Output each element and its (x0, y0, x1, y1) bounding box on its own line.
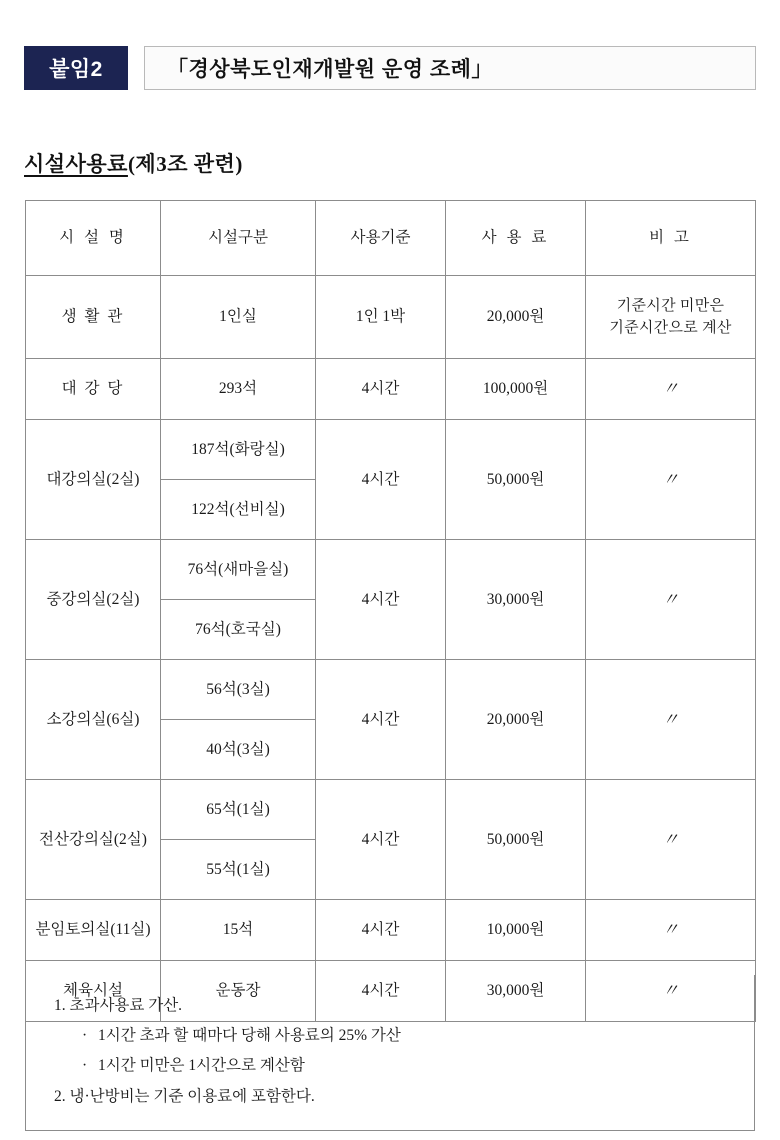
cell-facility-type: 65석(1실) (161, 780, 316, 840)
cell-usage-standard: 4시간 (316, 420, 446, 540)
bullet-icon: · (82, 1057, 88, 1075)
cell-facility-type: 293석 (161, 359, 316, 420)
bullet-icon: · (82, 1027, 88, 1045)
header-remarks: 비 고 (586, 201, 756, 276)
facility-fee-table (25, 200, 756, 1022)
footnote-line-4: 2. 냉·난방비는 기준 이용료에 포함한다. (54, 1087, 315, 1105)
cell-usage-standard: 4시간 (316, 900, 446, 961)
cell-facility-name: 대강의실(2실) (26, 420, 161, 540)
subtitle-rest: (제3조 관련) (127, 152, 243, 176)
cell-fee: 30,000원 (446, 961, 586, 1022)
cell-remarks: 기준시간 미만은 기준시간으로 계산 (586, 276, 756, 359)
cell-usage-standard: 4시간 (316, 540, 446, 660)
footnote-line-1: 1. 초과사용료 가산. (54, 997, 183, 1014)
cell-fee: 100,000원 (446, 359, 586, 420)
footnote-line-3 (26, 1051, 754, 1081)
footnote-line-2-text: 1시간 초과 할 때마다 당해 사용료의 25% 가산 (98, 1027, 401, 1045)
table-row (26, 359, 756, 420)
table-row (26, 660, 756, 720)
cell-facility-name: 소강의실(6실) (26, 660, 161, 780)
cell-remarks: 〃 (586, 961, 756, 1022)
cell-facility-type: 187석(화랑실) (161, 420, 316, 480)
cell-fee: 20,000원 (446, 660, 586, 780)
subtitle-underlined: 시설사용료 (24, 152, 128, 176)
cell-usage-standard: 1인 1박 (316, 276, 446, 359)
table-row (26, 780, 756, 840)
header-facility-type: 시설구분 (161, 201, 316, 276)
header-usage-standard: 사용기준 (316, 201, 446, 276)
header-fee: 사 용 료 (446, 201, 586, 276)
table-body (26, 276, 756, 1022)
cell-facility-name: 대 강 당 (26, 359, 161, 420)
cell-usage-standard: 4시간 (316, 961, 446, 1022)
cell-remarks: 〃 (586, 780, 756, 900)
table-footnotes (25, 975, 755, 1131)
cell-fee: 10,000원 (446, 900, 586, 961)
footnote-line-3-text: 1시간 미만은 1시간으로 계산함 (98, 1057, 305, 1075)
cell-fee: 50,000원 (446, 780, 586, 900)
header-facility-name: 시 설 명 (26, 201, 161, 276)
cell-usage-standard: 4시간 (316, 780, 446, 900)
cell-facility-type: 운동장 (161, 961, 316, 1022)
cell-facility-type: 56석(3실) (161, 660, 316, 720)
cell-usage-standard: 4시간 (316, 660, 446, 780)
table-row (26, 276, 756, 359)
cell-remarks: 〃 (586, 660, 756, 780)
table-header-row (26, 201, 756, 276)
cell-facility-name: 중강의실(2실) (26, 540, 161, 660)
cell-remarks: 〃 (586, 420, 756, 540)
document-title: 「경상북도인재개발원 운영 조례」 (144, 46, 756, 90)
cell-facility-type: 76석(호국실) (161, 600, 316, 660)
cell-remarks: 〃 (586, 359, 756, 420)
cell-facility-type: 122석(선비실) (161, 480, 316, 540)
cell-facility-type: 76석(새마을실) (161, 540, 316, 600)
cell-usage-standard: 4시간 (316, 359, 446, 420)
cell-remarks: 〃 (586, 900, 756, 961)
cell-facility-type: 55석(1실) (161, 840, 316, 900)
section-subtitle (24, 148, 243, 178)
cell-remarks: 〃 (586, 540, 756, 660)
cell-fee: 30,000원 (446, 540, 586, 660)
cell-fee: 50,000원 (446, 420, 586, 540)
cell-facility-type: 1인실 (161, 276, 316, 359)
attachment-badge: 붙임2 (24, 46, 128, 90)
cell-facility-type: 15석 (161, 900, 316, 961)
cell-fee: 20,000원 (446, 276, 586, 359)
table-row (26, 420, 756, 480)
cell-facility-name: 생 활 관 (26, 276, 161, 359)
table-row (26, 900, 756, 961)
cell-facility-name: 체육시설 (26, 961, 161, 1022)
table-header (26, 201, 756, 276)
attachment-header (24, 46, 756, 90)
cell-facility-type: 40석(3실) (161, 720, 316, 780)
cell-facility-name: 분임토의실(11실) (26, 900, 161, 961)
cell-facility-name: 전산강의실(2실) (26, 780, 161, 900)
table-row (26, 540, 756, 600)
footnote-line-2 (26, 1021, 754, 1051)
